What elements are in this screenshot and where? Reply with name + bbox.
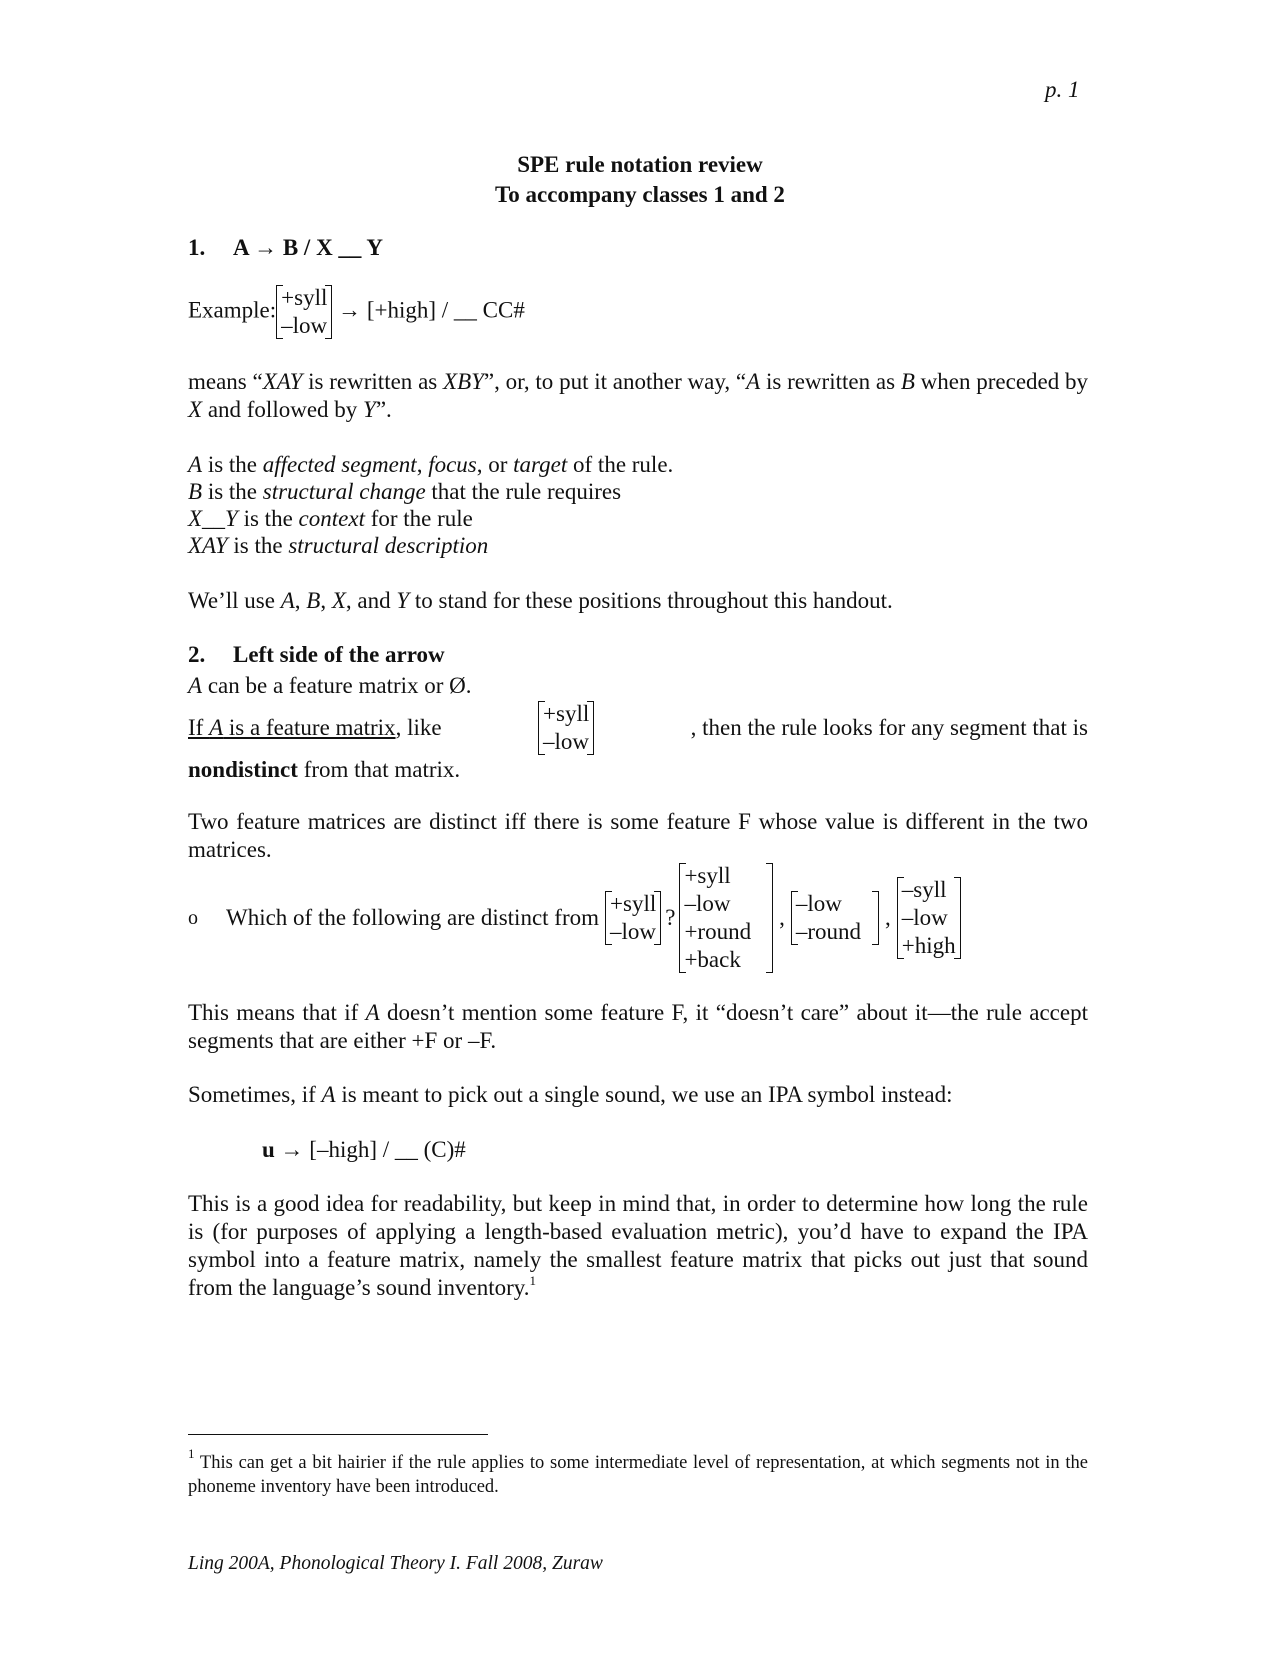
symbol: B [188, 479, 203, 504]
distinct-paragraph: Two feature matrices are distinct iff there is some feature F whose value is different in the two matrices. [188, 809, 1088, 862]
text: , or [476, 452, 514, 477]
question-mark: ? [665, 905, 676, 930]
text: This means that if [188, 1000, 366, 1025]
symbol: A [188, 673, 203, 698]
text: , [416, 452, 429, 477]
text: is the [227, 533, 289, 558]
section-title: Left side of the arrow [233, 642, 445, 667]
page-footer: Ling 200A, Phonological Theory I. Fall 2008, Zuraw [188, 1553, 603, 1574]
page-number: p. 1 [1045, 77, 1080, 102]
symbol: X [331, 588, 346, 613]
definition-line [188, 451, 673, 479]
definition-line [188, 478, 621, 506]
symbol: X [188, 397, 203, 422]
document-subtitle: To accompany classes 1 and 2 [495, 182, 785, 207]
question-text: Which of the following are distinct from [226, 905, 600, 930]
feature-matrix [538, 700, 594, 756]
if-clause [188, 714, 442, 742]
text: If [188, 715, 210, 740]
matrix-or-null-line [188, 672, 472, 700]
symbol: XAY [188, 533, 228, 558]
section-1-heading [188, 234, 383, 262]
matrix-row: –low [610, 919, 657, 944]
readability-paragraph [188, 1190, 1088, 1302]
text: is rewritten as [302, 369, 444, 394]
if-feature-matrix-line [188, 700, 1088, 756]
text: is the [202, 479, 263, 504]
example-rule [188, 284, 525, 340]
option-matrix [897, 876, 961, 960]
section-2-heading [188, 641, 445, 669]
text: , [320, 588, 332, 613]
means-paragraph [188, 368, 1088, 424]
bold-term: nondistinct [188, 757, 298, 782]
symbol: XAY [262, 369, 303, 394]
matrix-row: –low [684, 891, 731, 916]
doesnt-care-paragraph [188, 999, 1088, 1055]
text: This is a good idea for readability, but keep in mind that, in order to determine how long the rule is (for purposes of applying a length-based evaluation metric), you’d have to expand the IPA symbol into a feature matrix, namely the smallest feature matrix that picks out just that sound from the language’s sound inventory. [188, 1191, 1088, 1300]
text: is the [202, 452, 263, 477]
text: to stand for these positions throughout this handout. [409, 588, 893, 613]
symbol: XBY [443, 369, 484, 394]
definition-line [188, 532, 488, 560]
matrix-row: –round [795, 919, 861, 944]
text: We’ll use [188, 588, 281, 613]
example-label: Example: [188, 297, 277, 323]
footnote-text: This can get a bit hairier if the rule applies to some intermediate level of representation, at which segments not in the phoneme inventory have been introduced. [188, 1453, 1088, 1497]
feature-matrix [276, 284, 332, 340]
matrix-row: –syll [901, 877, 947, 902]
symbol: B [900, 369, 915, 394]
symbol: A [188, 452, 203, 477]
text: , then the rule looks for any segment that is [690, 715, 1088, 740]
sometimes-sentence [188, 1081, 953, 1109]
footnote-marker[interactable]: 1 [529, 1273, 537, 1288]
symbol: Y [396, 588, 410, 613]
text: ”, or, to put it another way, “ [483, 369, 747, 394]
symbol: A [746, 369, 761, 394]
text: is rewritten as [760, 369, 901, 394]
matrix-row: +syll [281, 285, 328, 310]
ipa-rule [262, 1136, 466, 1164]
definition-line [188, 505, 473, 533]
rule-rhs: → [+high] / __ CC# [338, 297, 525, 323]
matrix-row: +syll [610, 891, 657, 916]
text: is the [237, 506, 299, 531]
matrix-row: –low [543, 729, 590, 754]
option-matrix [679, 862, 773, 974]
term: structural change [262, 479, 426, 504]
text: can be a feature matrix or Ø. [202, 673, 472, 698]
term: structural description [288, 533, 489, 558]
text: from that matrix. [297, 757, 461, 782]
matrix-row: –low [281, 313, 328, 338]
symbol: A [280, 588, 295, 613]
document-title: SPE rule notation review [517, 152, 763, 177]
text: Sometimes, if [188, 1082, 322, 1107]
matrix-row: +high [901, 933, 956, 958]
matrix-row: +back [684, 947, 741, 972]
text: and followed by [202, 397, 364, 422]
text: , and [345, 588, 397, 613]
positions-sentence [188, 587, 893, 615]
term: context [298, 506, 365, 531]
ipa-symbol: u [262, 1137, 275, 1162]
distinct-question [188, 862, 961, 974]
option-matrix [791, 890, 879, 946]
symbol: A [209, 715, 224, 740]
reference-matrix [605, 890, 661, 946]
symbol: A [365, 1000, 380, 1025]
section-title: A → B / X __ Y [233, 235, 383, 260]
text: is a feature matrix [223, 715, 396, 740]
symbol: X__Y [188, 506, 238, 531]
matrix-row: +syll [684, 863, 731, 888]
term: focus [428, 452, 477, 477]
text: ”. [375, 397, 392, 422]
separator: , [885, 905, 891, 930]
section-number: 2. [188, 642, 206, 667]
text: is meant to pick out a single sound, we use an IPA symbol instead: [335, 1082, 953, 1107]
text: , like [395, 715, 442, 740]
footnote-divider [188, 1434, 488, 1435]
text: when preceded by [914, 369, 1089, 394]
symbol: Y [363, 397, 376, 422]
text: that the rule requires [425, 479, 622, 504]
text: for the rule [364, 506, 473, 531]
text: of the rule. [567, 452, 674, 477]
footnote [188, 1446, 1088, 1499]
matrix-row: +round [684, 919, 752, 944]
bullet-icon: o [188, 907, 198, 929]
text: doesn’t mention some feature F, it “doesn’t care” about it—the rule accept segments that are either +F or –F. [188, 1000, 1088, 1053]
text: means “ [188, 369, 263, 394]
text: , [294, 588, 307, 613]
symbol: A [321, 1082, 336, 1107]
symbol: B [306, 588, 321, 613]
matrix-row: +syll [543, 701, 590, 726]
rule-rhs: → [–high] / __ (C)# [274, 1137, 466, 1162]
matrix-row: –low [901, 905, 948, 930]
nondistinct-line [188, 756, 460, 784]
matrix-row: –low [795, 891, 842, 916]
footnote-marker: 1 [188, 1446, 195, 1461]
section-number: 1. [188, 235, 206, 260]
term: target [513, 452, 568, 477]
separator: , [779, 905, 785, 930]
term: affected segment [262, 452, 417, 477]
